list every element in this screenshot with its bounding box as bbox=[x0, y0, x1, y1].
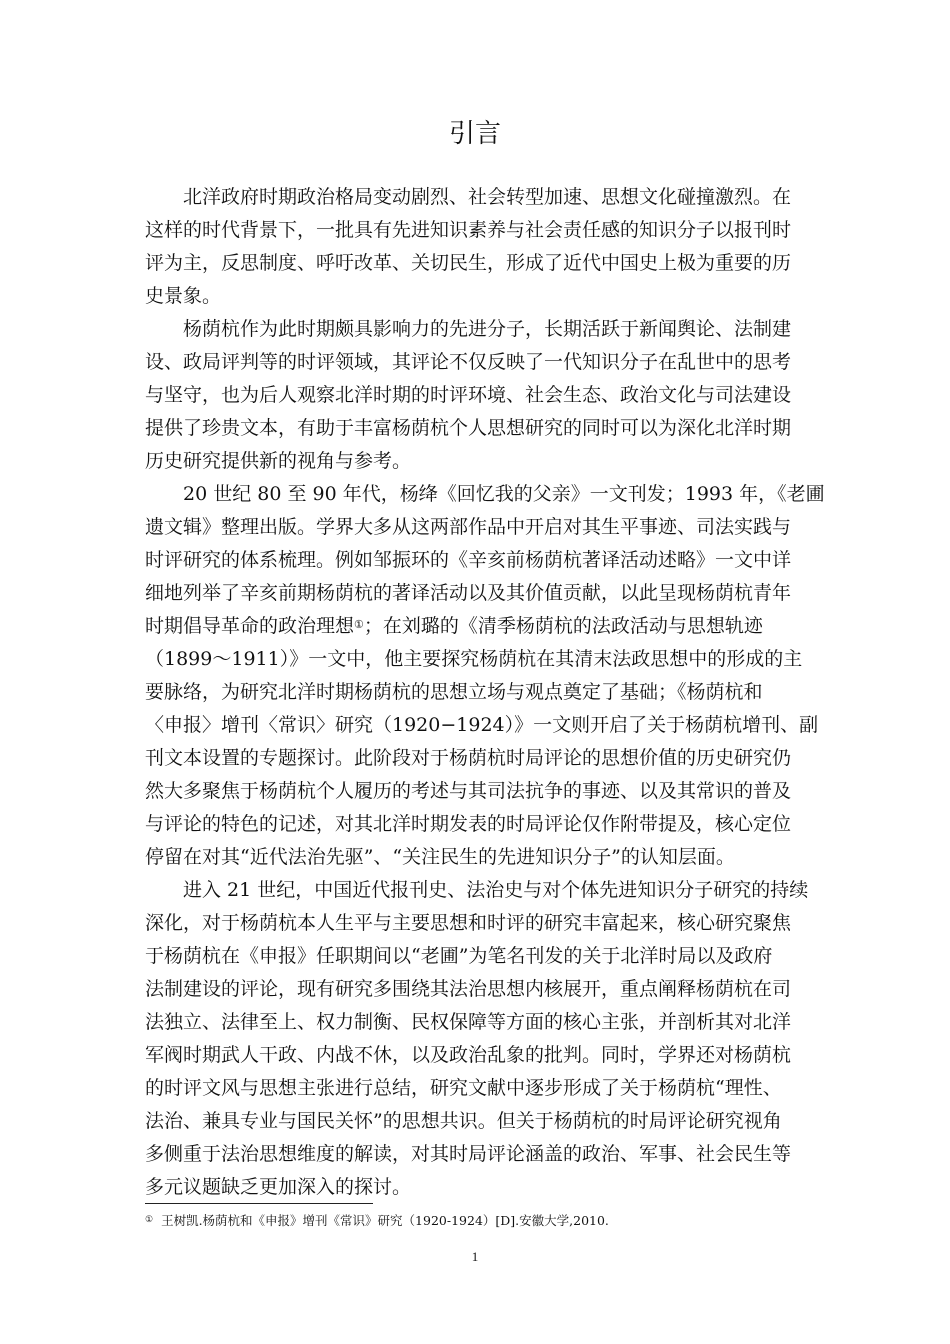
footnote-reference[interactable]: ① bbox=[354, 618, 364, 631]
text-line: 的时评文风与思想主张进行总结，研究文献中逐步形成了关于杨荫杭“理性、 bbox=[145, 1077, 782, 1099]
paragraph-3 bbox=[145, 478, 825, 874]
text-line: 这样的时代背景下，一批具有先进知识素养与社会责任感的知识分子以报刊时 bbox=[145, 219, 792, 241]
footnote-separator bbox=[145, 1203, 373, 1204]
text-line: （1899～1911）》一文中，他主要探究杨荫杭在其清末法政思想中的形成的主 bbox=[145, 648, 803, 670]
text-line: 细地列举了辛亥前期杨荫杭的著译活动以及其价值贡献，以此呈现杨荫杭青年 bbox=[145, 582, 792, 604]
text-line: 杨荫杭作为此时期颇具影响力的先进分子，长期活跃于新闻舆论、法制建 bbox=[183, 318, 792, 340]
text-line: 提供了珍贵文本，有助于丰富杨荫杭个人思想研究的同时可以为深化北洋时期 bbox=[145, 417, 792, 439]
text-line: 深化，对于杨荫杭本人生平与主要思想和时评的研究丰富起来，核心研究聚焦 bbox=[145, 912, 792, 934]
text-line: 多侧重于法治思想维度的解读，对其时局评论涵盖的政治、军事、社会民生等 bbox=[145, 1143, 792, 1165]
text-line: 20 世纪 80 至 90 年代，杨绛《回忆我的父亲》一文刊发；1993 年，《老圃 bbox=[183, 483, 825, 505]
text-line: 史景象。 bbox=[145, 285, 222, 307]
text-line: 刊文本设置的专题探讨。此阶段对于杨荫杭时局评论的思想价值的历史研究仍 bbox=[145, 747, 792, 769]
text-segment: ；在刘璐的《清季杨荫杭的法政活动与思想轨迹 bbox=[363, 615, 763, 637]
text-line: 进入 21 世纪，中国近代报刊史、法治史与对个体先进知识分子研究的持续 bbox=[183, 879, 809, 901]
text-line: 北洋政府时期政治格局变动剧烈、社会转型加速、思想文化碰撞激烈。在 bbox=[183, 186, 792, 208]
text-line: 遗文辑》整理出版。学界大多从这两部作品中开启对其生平事迹、司法实践与 bbox=[145, 516, 792, 538]
page-title: 引言 bbox=[448, 119, 501, 149]
footnote-text: 王树凯.杨荫杭和《申报》增刊《常识》研究（1920-1924）[D].安徽大学,2010. bbox=[161, 1213, 609, 1228]
text-line: 多元议题缺乏更加深入的探讨。 bbox=[145, 1176, 412, 1198]
text-line: 法治、兼具专业与国民关怀”的思想共识。但关于杨荫杭的时局评论研究视角 bbox=[145, 1110, 782, 1132]
paragraph-2 bbox=[145, 313, 808, 478]
text-line: 与坚守，也为后人观察北洋时期的时评环境、社会生态、政治文化与司法建设 bbox=[145, 384, 792, 406]
footnote bbox=[145, 1212, 845, 1230]
text-line: 设、政局评判等的时评领域，其评论不仅反映了一代知识分子在乱世中的思考 bbox=[145, 351, 792, 373]
text-line: 历史研究提供新的视角与参考。 bbox=[145, 450, 412, 472]
text-line: 军阀时期武人干政、内战不休，以及政治乱象的批判。同时，学界还对杨荫杭 bbox=[145, 1044, 792, 1066]
paragraph-4 bbox=[145, 874, 808, 1204]
text-segment: 时期倡导革命的政治理想 bbox=[145, 615, 355, 637]
footnote-marker: ① bbox=[145, 1215, 154, 1225]
body-text bbox=[145, 181, 825, 1204]
text-line: 于杨荫杭在《申报》任职期间以“老圃”为笔名刊发的关于北洋时局以及政府 bbox=[145, 945, 773, 967]
text-line: 然大多聚焦于杨荫杭个人履历的考述与其司法抗争的事迹、以及其常识的普及 bbox=[145, 780, 792, 802]
text-line: 〈申报〉增刊〈常识〉研究（1920−1924）》一文则开启了关于杨荫杭增刊、副 bbox=[145, 714, 819, 736]
text-line: 法制建设的评论，现有研究多围绕其法治思想内核展开，重点阐释杨荫杭在司 bbox=[145, 978, 792, 1000]
page-number: 1 bbox=[471, 1249, 479, 1264]
text-line-with-footnote bbox=[145, 610, 808, 643]
text-line: 要脉络，为研究北洋时期杨荫杭的思想立场与观点奠定了基础；《杨荫杭和 bbox=[145, 681, 763, 703]
text-line: 停留在对其“近代法治先驱”、“关注民生的先进知识分子”的认知层面。 bbox=[145, 846, 735, 868]
paragraph-1 bbox=[145, 181, 808, 313]
text-line: 与评论的特色的记述，对其北洋时期发表的时局评论仅作附带提及，核心定位 bbox=[145, 813, 792, 835]
text-line: 时评研究的体系梳理。例如邹振环的《辛亥前杨荫杭著译活动述略》一文中详 bbox=[145, 549, 792, 571]
text-line: 评为主，反思制度、呼吁改革、关切民生，形成了近代中国史上极为重要的历 bbox=[145, 252, 792, 274]
text-line: 法独立、法律至上、权力制衡、民权保障等方面的核心主张，并剖析其对北洋 bbox=[145, 1011, 792, 1033]
